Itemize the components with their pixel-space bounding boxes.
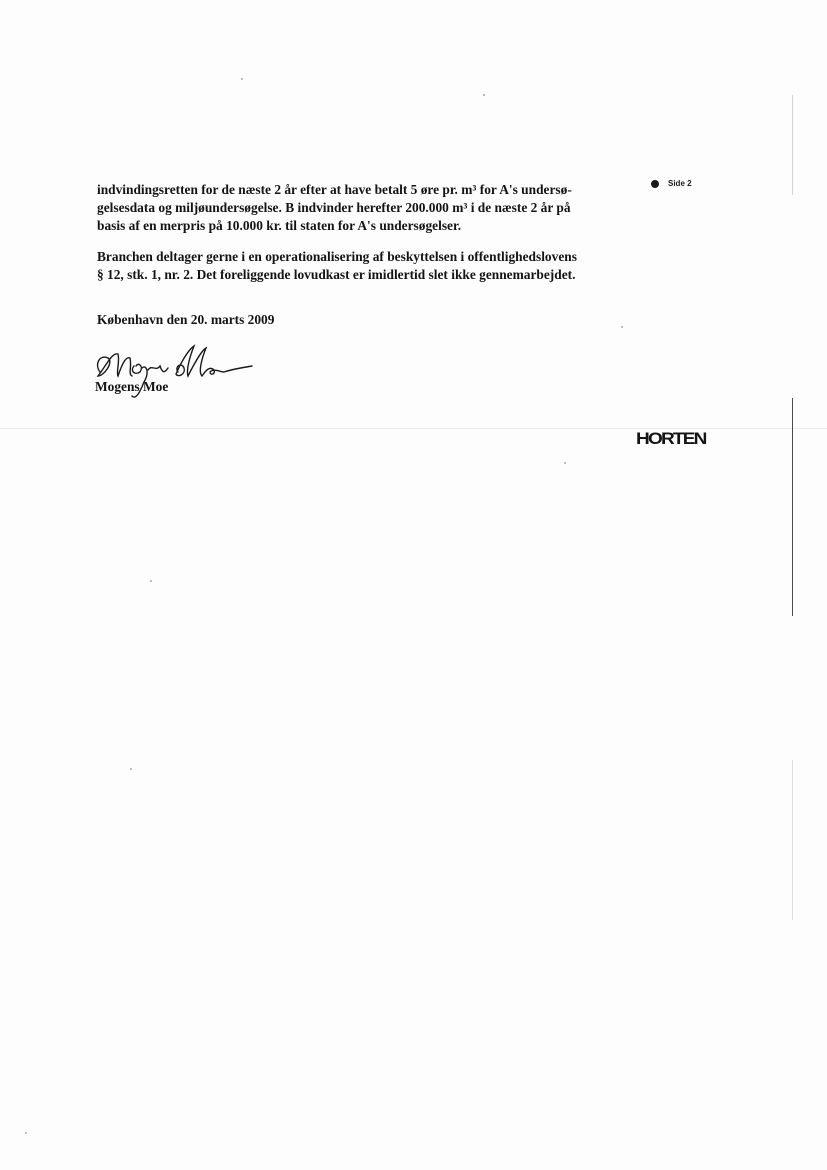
paragraph-extraction-rights bbox=[97, 181, 597, 235]
paragraph-operationalisation bbox=[97, 248, 597, 284]
text-line: § 12, stk. 1, nr. 2. Det foreliggende lovudkast er imidlertid slet ikke gennemarbejdet. bbox=[97, 267, 576, 282]
text-line: Branchen deltager gerne i en operationalisering af beskyttelsen i offentlighedslovens bbox=[97, 249, 577, 264]
scan-speck bbox=[25, 1132, 27, 1134]
scan-edge-line-faint bbox=[792, 95, 793, 195]
bullet-icon bbox=[651, 180, 659, 188]
scan-speck bbox=[564, 462, 566, 464]
scan-speck bbox=[621, 326, 623, 328]
text-line: basis af en merpris på 10.000 kr. til staten for A's undersøgelser. bbox=[97, 218, 462, 233]
text-line: gelsesdata og miljøundersøgelse. B indvinder herefter 200.000 m³ i de næste 2 år på bbox=[97, 200, 571, 215]
scan-edge-line bbox=[792, 398, 793, 616]
horten-logo: HORTEN bbox=[636, 429, 706, 448]
scan-speck bbox=[483, 94, 485, 96]
page-marker bbox=[651, 179, 692, 188]
scan-edge-line-faint bbox=[792, 760, 793, 920]
scan-speck bbox=[130, 768, 132, 770]
place-and-date: København den 20. marts 2009 bbox=[97, 312, 275, 327]
text-line: indvindingsretten for de næste 2 år efter at have betalt 5 øre pr. m³ for A's undersø- bbox=[97, 182, 572, 197]
letter-body bbox=[97, 181, 597, 297]
scan-speck bbox=[241, 78, 243, 80]
signer-name: Mogens Moe bbox=[95, 379, 169, 394]
page-number-label: Side 2 bbox=[668, 179, 692, 188]
scan-speck bbox=[150, 580, 152, 582]
